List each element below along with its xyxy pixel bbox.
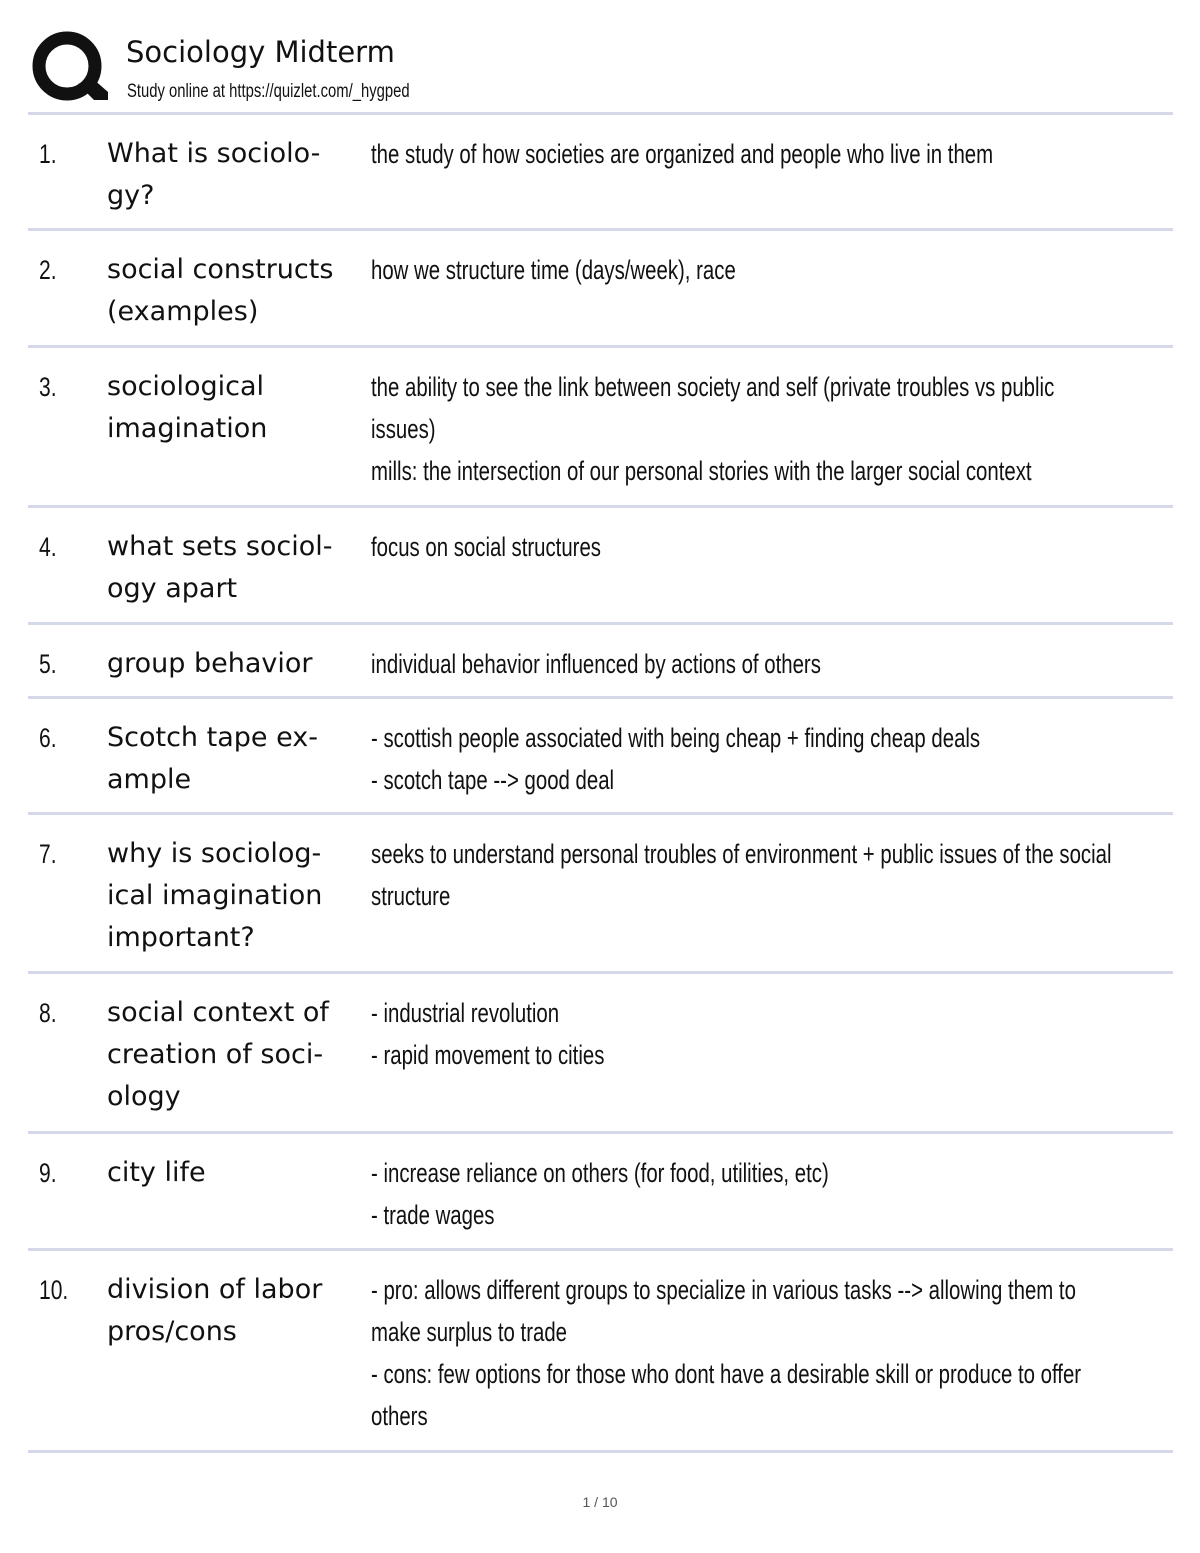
divider: [28, 505, 1173, 508]
card-term: [107, 1269, 357, 1353]
term-line: ogy apart: [107, 573, 238, 604]
study-online-link[interactable]: Study online at https://quizlet.com/_hygped: [127, 81, 410, 102]
definition-line: the study of how societies are organized and people who live in them: [371, 139, 994, 169]
card-number: 3.: [39, 372, 57, 402]
definition-line: - scotch tape --> good deal: [371, 765, 615, 795]
flashcard-row: [28, 625, 1173, 696]
card-term: [107, 133, 357, 217]
card-term: [107, 643, 357, 685]
card-term: [107, 249, 357, 333]
card-term: [107, 526, 357, 610]
card-number: 4.: [39, 532, 57, 562]
definition-line: structure: [371, 881, 451, 911]
divider: [28, 971, 1173, 974]
flashcard-row: [28, 815, 1173, 971]
flashcard-row: [28, 348, 1173, 505]
card-number: 6.: [39, 723, 57, 753]
term-line: imagination: [107, 413, 268, 444]
divider: [28, 112, 1173, 115]
term-line: What is sociolo-: [107, 138, 321, 169]
divider: [28, 696, 1173, 699]
card-definition: [371, 992, 604, 1076]
term-line: gy?: [107, 180, 155, 211]
card-term: [107, 366, 357, 450]
flashcard-row: [28, 508, 1173, 622]
card-number: 5.: [39, 649, 57, 679]
divider: [28, 1450, 1173, 1453]
card-definition: [371, 833, 1112, 917]
divider: [28, 1248, 1173, 1251]
term-line: social constructs: [107, 254, 334, 285]
card-term: [107, 1152, 357, 1194]
term-line: city life: [107, 1157, 206, 1188]
term-line: ology: [107, 1081, 181, 1112]
quizlet-logo-icon: [32, 30, 108, 106]
definition-line: - rapid movement to cities: [371, 1040, 605, 1070]
card-term: [107, 992, 357, 1118]
term-line: what sets sociol-: [107, 531, 333, 562]
card-definition: [371, 1152, 829, 1236]
divider: [28, 812, 1173, 815]
term-line: ample: [107, 764, 192, 795]
card-definition: [371, 249, 736, 291]
definition-line: - increase reliance on others (for food, utilities, etc): [371, 1158, 829, 1188]
term-line: ical imagination: [107, 880, 323, 911]
page-title: Sociology Midterm: [126, 35, 395, 69]
term-line: Scotch tape ex-: [107, 722, 318, 753]
card-definition: [371, 366, 1054, 492]
divider: [28, 622, 1173, 625]
flashcard-row: [28, 231, 1173, 345]
definition-line: issues): [371, 414, 436, 444]
card-definition: [371, 526, 601, 568]
term-line: pros/cons: [107, 1316, 237, 1347]
term-line: creation of soci-: [107, 1039, 324, 1070]
card-definition: [371, 643, 821, 685]
document-header: [30, 28, 1173, 112]
card-number: 2.: [39, 255, 57, 285]
definition-line: make surplus to trade: [371, 1317, 568, 1347]
term-line: sociological: [107, 371, 265, 402]
term-line: social context of: [107, 997, 329, 1028]
flashcard-row: [28, 1251, 1173, 1450]
definition-line: focus on social structures: [371, 532, 602, 562]
divider: [28, 1131, 1173, 1134]
page-number: 1 / 10: [582, 1494, 618, 1510]
definition-line: - cons: few options for those who dont have a desirable skill or produce to offer: [371, 1359, 1082, 1389]
definition-line: - pro: allows different groups to specialize in various tasks --> allowing them to: [371, 1275, 1076, 1305]
flashcard-row: [28, 1134, 1173, 1248]
definition-line: - trade wages: [371, 1200, 495, 1230]
card-number: 8.: [39, 998, 57, 1028]
card-definition: [371, 133, 993, 175]
card-number: 9.: [39, 1158, 57, 1188]
definition-line: how we structure time (days/week), race: [371, 255, 736, 285]
flashcard-row: [28, 699, 1173, 812]
definition-line: individual behavior influenced by actions of others: [371, 649, 821, 679]
flashcard-row: [28, 974, 1173, 1131]
card-number: 10.: [39, 1275, 69, 1305]
definition-line: - scottish people associated with being cheap + finding cheap deals: [371, 723, 981, 753]
card-definition: [371, 1269, 1081, 1437]
divider: [28, 345, 1173, 348]
term-line: group behavior: [107, 648, 313, 679]
term-line: important?: [107, 922, 255, 953]
definition-line: mills: the intersection of our personal stories with the larger social context: [371, 456, 1032, 486]
definition-line: - industrial revolution: [371, 998, 560, 1028]
term-line: why is sociolog-: [107, 838, 322, 869]
card-number: 1.: [39, 139, 57, 169]
card-number: 7.: [39, 839, 57, 869]
card-term: [107, 717, 357, 801]
term-line: division of labor: [107, 1274, 323, 1305]
flashcard-row: [28, 115, 1173, 228]
definition-line: the ability to see the link between society and self (private troubles vs public: [371, 372, 1055, 402]
card-definition: [371, 717, 980, 801]
definition-line: others: [371, 1401, 428, 1431]
divider: [28, 228, 1173, 231]
card-term: [107, 833, 357, 959]
term-line: (examples): [107, 296, 259, 327]
definition-line: seeks to understand personal troubles of environment + public issues of the social: [371, 839, 1112, 869]
